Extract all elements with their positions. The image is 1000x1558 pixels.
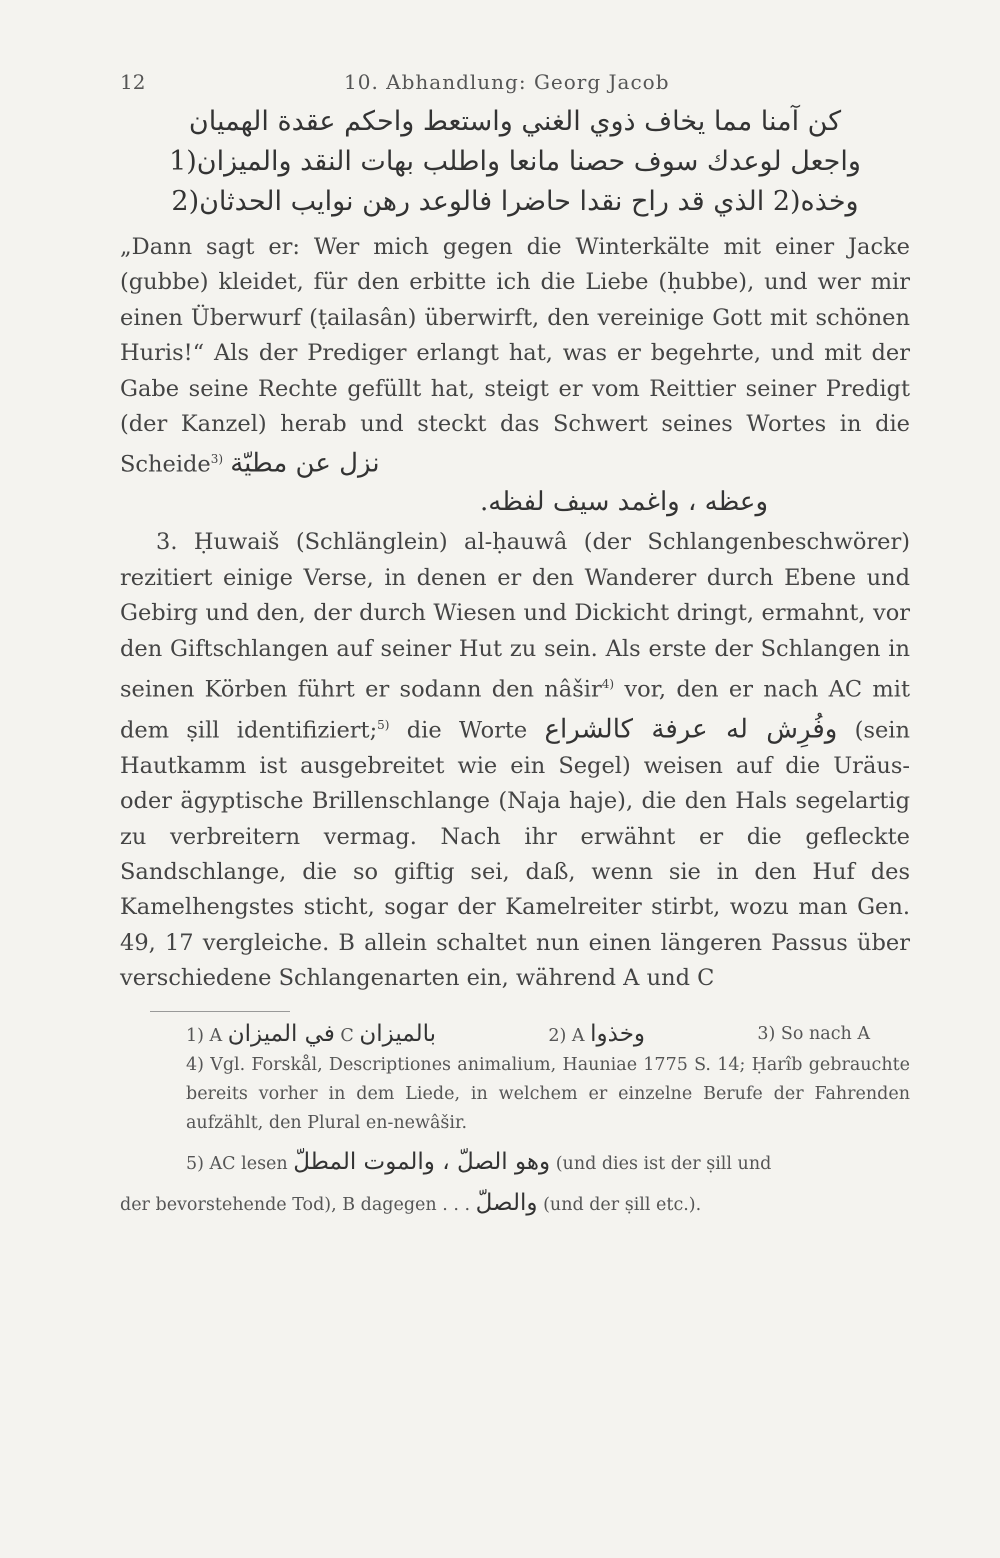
footnote-5-text: (und dies ist der ṣill und	[555, 1153, 772, 1174]
footnote-5-continued	[120, 1189, 910, 1220]
footnote-1	[186, 1020, 436, 1051]
footnote-ref-3: 3)	[210, 452, 224, 467]
arabic-verse-2: واجعل لوعدك سوف حصنا مانعا واطلب بهات النقد والميزان(1	[169, 146, 861, 177]
paragraph-2-text-c: die Worte	[389, 717, 545, 744]
running-head: 10. Abhandlung: Georg Jacob	[344, 70, 670, 94]
footnote-5	[120, 1148, 910, 1179]
footnote-ref-4: 4)	[601, 676, 615, 691]
paragraph-2	[120, 525, 910, 996]
paragraph-2-text-d: (sein Hautkamm ist ausgebreitet wie ein Segel) weisen auf die Uräus- oder ägyptische Brillenschlange (Naja haje), die den Hals segelartig zu verbreitern vermag. Nach ihr erwähnt er die gefleckte Sandschlange, die so giftig sei, daß, wenn sie in den Huf des Kamelhengstes sticht, sogar der Kamelreiter stirbt, wozu man Gen. 49, 17 vergleiche. B allein schaltet nun einen längeren Passus über verschiedene Schlangenarten ein, während A und C	[120, 717, 910, 992]
footnote-5-text-b: der bevorstehende Tod), B dagegen . . .	[120, 1194, 471, 1215]
arabic-quote: وفُرِش له عرفة كالشراع	[544, 714, 838, 745]
arabic-verse-1: كن آمنا مما يخاف ذوي الغني واستعط واحكم عقدة الهميان	[188, 106, 842, 137]
footnote-3: 3) So nach A	[757, 1023, 870, 1044]
footnote-5-label: 5) AC lesen	[186, 1153, 288, 1174]
paragraph-2-text-a: 3. Ḥuwaiš (Schlänglein) al-ḥauwâ (der Schlangenbeschwörer) rezitiert einige Verse, in denen er den Wanderer durch Ebene und Gebirg und den, der durch Wiesen und Dickicht dringt, ermahnt, vor den Giftschlangen auf seiner Hut zu sein. Als erste der Schlangen in seinen Körben führt er sodann den nâšir	[120, 529, 910, 703]
footnote-1-label: 1) A	[186, 1025, 223, 1046]
footnote-2	[548, 1020, 645, 1051]
arabic-verse-3: وخذه(2 الذي قد راح نقدا حاضرا فالوعد رهن نوايب الحدثان(2	[171, 186, 859, 217]
footnote-5-arabic: وهو الصلّ ، والموت المطلّ	[293, 1148, 551, 1175]
paragraph-2-text-b: vor, den er nach AC mit dem ṣill identifiziert;	[120, 676, 911, 744]
footnote-ref-5: 5)	[377, 717, 390, 732]
footnote-1-siglum: C	[340, 1025, 354, 1046]
footnote-1-arabic-a: في الميزان	[227, 1020, 335, 1047]
arabic-phrase-continued: وعظه ، واغمد سيف لفظه.	[480, 487, 768, 518]
footnote-1-arabic-b: بالميزان	[359, 1020, 437, 1047]
footnote-5-text-c: (und der ṣill etc.).	[543, 1194, 702, 1215]
footnote-divider	[150, 1011, 290, 1012]
footnote-5-arabic-b: والصلّ	[475, 1189, 538, 1216]
page-header	[120, 62, 910, 102]
footnote-4: 4) Vgl. Forskål, Descriptiones animalium, Hauniae 1775 S. 14; Ḥarîb gebrauchte bereits vorher in dem Liede, in welchem er einzelne Berufe der Fahrenden aufzählt, den Plural en-newâšir.	[186, 1054, 910, 1133]
footnote-2-label: 2) A	[548, 1025, 585, 1046]
arabic-phrase: نزل عن مطيّة	[230, 448, 380, 479]
paragraph-1	[120, 230, 910, 483]
book-page	[120, 62, 910, 1220]
footnotes-row-1	[120, 1020, 910, 1051]
paragraph-1-text: „Dann sagt er: Wer mich gegen die Winterkälte mit einer Jacke (gubbe) kleidet, für den erbitte ich die Liebe (ḥubbe), und wer mir einen Überwurf (ṭailasân) überwirft, den vereinige Gott mit schönen Huris!“ Als der Prediger erlangt hat, was er begehrte, und mit der Gabe seine Rechte gefüllt hat, steigt er vom Reittier seiner Predigt (der Kanzel) herab und steckt das Schwert seines Wortes in die Scheide	[120, 234, 910, 478]
page-number: 12	[120, 70, 146, 94]
footnote-2-arabic: وخذوا	[590, 1020, 646, 1047]
